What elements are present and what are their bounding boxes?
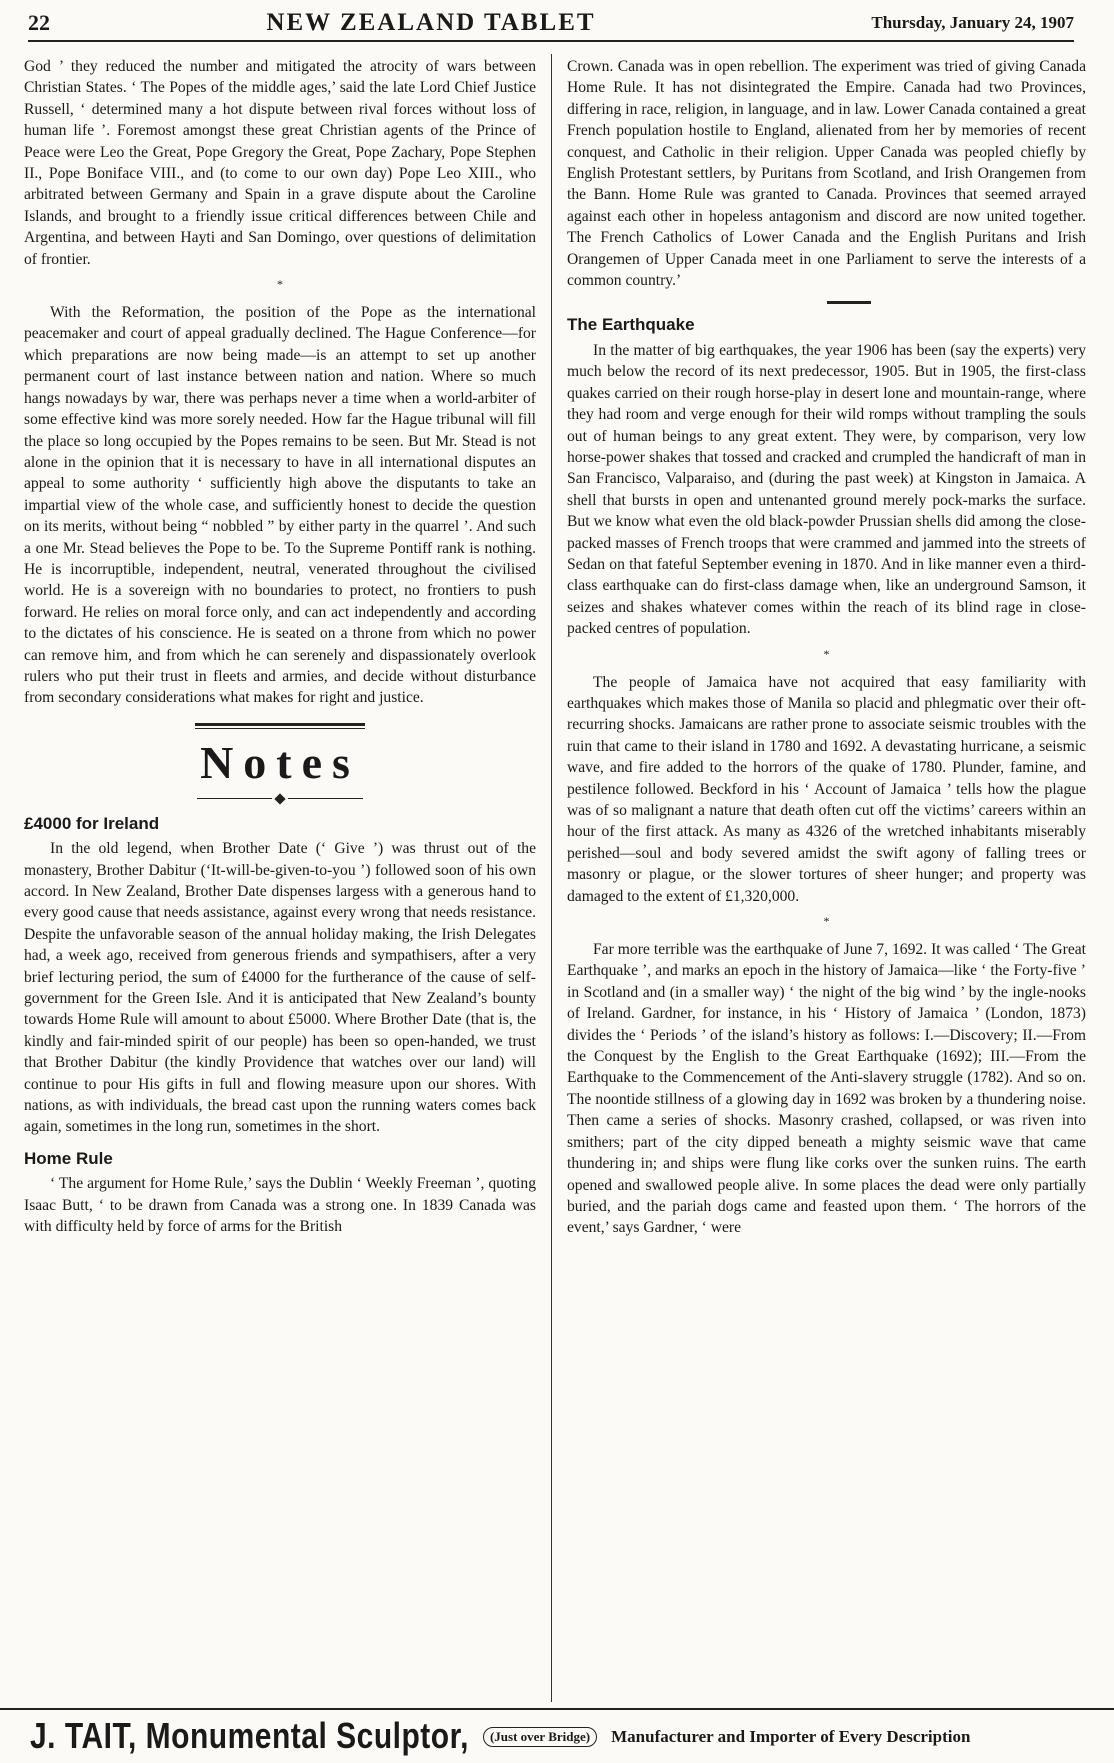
left-column	[24, 56, 536, 1238]
paragraph: Far more terrible was the earthquake of June 7, 1692. It was called ‘ The Great Earthquake ’, and marks an epoch in the history of Jamaica—like ‘ the Forty-five ’ in Scotland and (in a smaller way) ‘ the night of the big wind ’ by the ingle-nooks of Ireland. Gardner, for instance, in his ‘ History of Jamaica ’ (London, 1873) divides the ‘ Periods ’ of the island’s history as follows: I.—Discovery; II.—From the Conquest by the English to the Great Earthquake (1692); III.—From the Earthquake to the Commencement of the Anti-slavery struggle (1782). And so on. The noontide stillness of a glowing day in 1692 was broken by a thundering noise. Then came a series of shocks. Masonry crashed, collapsed, or was riven into smithers; part of the city dipped beneath a mighty seismic wave that came thundering in; and ships were flung like corks over the sunken ruins. The earth opened and swallowed people alive. In some places the dead were only partially buried, and the pariah dogs came and feasted upon them. ‘ The horrors of the event,’ says Gardner, ‘ were	[567, 941, 1086, 1237]
paragraph: The people of Jamaica have not acquired that easy familiarity with earthquakes which makes those of Manila so placid and phlegmatic over their oft-recurring shocks. Jamaicans are rather prone to associate seismic troubles with the ruin that came to their island in 1780 and 1692. A devastating hurricane, a seismic wave, and fire added to the horrors of the quake of 1780. Plunder, famine, and pestilence followed. Beckford in his ‘ Account of Jamaica ’ tells how the plague was of so malignant a nature that death often cut off the victims’ careers within an hour of the first attack. As many as 4326 of the wretched inhabitants miserably perished—soul and body severed amidst the swift agony of falling trees or masonry or plague, or the slower tortures of sheer hunger; and property was damaged to the extent of £1,320,000.	[567, 673, 1086, 905]
section-heading: £4000 for Ireland	[24, 813, 160, 833]
advertisement-footer	[0, 1708, 1114, 1763]
heading-rule	[195, 728, 365, 729]
page-number: 22	[28, 10, 50, 35]
divider-rule	[827, 301, 871, 304]
notes-title: Notes	[200, 736, 360, 788]
paragraph: God ’ they reduced the number and mitigated the atrocity of wars between Christian States. ‘ The Popes of the middle ages,’ said the late Lord Chief Justice Russell, ‘ determined many a hot dispute between rival forces without loss of human life ’. Foremost amongst these great Christian agents of the Prince of Peace were Leo the Great, Pope Gregory the Great, Pope Zachary, Pope Stephen II., Pope Boniface VIII., and (to come to our own day) Pope Leo XIII., who arbitrated between Germany and Spain in a grave dispute about the Caroline Islands, and brought to a friendly issue critical differences between Chile and Argentina, and between Hayti and San Domingo, over questions of delimitation of frontier.	[24, 58, 536, 268]
section-star: *	[823, 914, 830, 929]
page-header	[28, 6, 1074, 42]
paragraph: Crown. Canada was in open rebellion. The experiment was tried of giving Canada Home Rule. It has not disintegrated the Empire. Canada had two Provinces, differing in race, religion, in language, and in law. Lower Canada contained a great French population hostile to England, alienated from her by memories of recent conquest, and Catholic in their religion. Upper Canada was peopled chiefly by English Protestant settlers, by Puritans from Scotland, and Irish Orangemen from the Bann. Home Rule was granted to Canada. Provinces that seemed arrayed against each other in hopeless antagonism and discord are now united together. The French Catholics of Lower Canada and the English Puritans and Irish Orangemen of Upper Canada meet in one Parliament to serve the interests of a common country.’	[567, 58, 1086, 290]
section-heading: The Earthquake	[567, 315, 695, 335]
paragraph: In the matter of big earthquakes, the year 1906 has been (say the experts) very much below the record of its next predecessor, 1905. But in 1905, the first-class quakes carried on their rough horse-play in desert lone and mountain-range, where they had room and verge enough for their wild romps without trampling the souls out of human beings to any great extent. They were, by comparison, very low horse-power shakes that tossed and cracked and crumpled the handicraft of man in San Francisco, Valparaiso, and (during the past week) at Kingston in Jamaica. A shell that bursts in open and untenanted ground merely pock-marks the surface. But we know what even the old black-powder Prussian shells did among the close-packed masses of French troops that were crammed and jammed into the streets of Sedan on that fateful September evening in 1870. And in like manner even a third-class earthquake can do first-class damage when, like an underground Samson, it seizes and shakes whatever comes within the reach of its blind rage in close-packed centres of population.	[567, 341, 1086, 638]
column-divider	[551, 54, 552, 1702]
section-star: *	[823, 646, 830, 661]
advertiser-name: J. TAIT, Monumental Sculptor,	[30, 1716, 469, 1756]
paragraph: With the Reformation, the position of the Pope as the international peacemaker and court of appeal gradually declined. The Hague Conference—for which preparations are now being made—is an attempt to set up another permanent court of last instance between nation and nation. Where so much hangs nowadays by war, there was perhaps never a time when a world-arbiter of some effective kind was more sorely needed. How far the Hague tribunal will fill the place so long occupied by the Popes remains to be seen. But Mr. Stead is not alone in the opinion that it is necessary to have in all international disputes an appeal to some authority ‘ sufficiently high above the disputants to take an impartial view of the whole case, and sufficiently honest to decide the question on its merits, without being “ nobbled ” by either party in the quarrel ’. And such a one Mr. Stead believes the Pope to be. To the Supreme Pontiff rank is nothing. He is incorruptible, independent, neutral, venerated throughout the civilised world. He is a sovereign with no boundaries to protect, no frontiers to push forward. He relies on moral force only, and can act independently and according to the dictates of his conscience. He is seated on a throne from which no power can remove him, and from which he can serenely and dispassionately overlook rulers who put their trust in fleets and armies, and decide without disturbance from secondary considerations what makes for right and justice.	[24, 304, 536, 707]
section-star: *	[277, 277, 283, 292]
paragraph: In the old legend, when Brother Date (‘ Give ’) was thrust out of the monastery, Brother Dabitur (‘It-will-be-given-to-you ’) followed soon of his own accord. In New Zealand, Brother Date dispenses largess with a generous hand to every good cause that needs assistance, against every wrong that needs resistance. Despite the unfavorable season of the annual holiday making, the Irish Delegates had, a week ago, received from generous friends and sympathisers, after a very brief lecturing period, the sum of £4000 for the furtherance of the cause of self-government for the Green Isle. And it is anticipated that New Zealand’s bounty towards Home Rule will amount to about £5000. Where Brother Date (that is, the kindly and fair-minded spirit of our people) has been so open-handed, we trust that Brother Dabitur (the kindly Providence that watches over our land) will continue to pour His gifts in full and flowing measure upon our shores. With nations, as with individuals, the bread cast upon the running waters comes back again, sometimes in the long run, sometimes in the short.	[24, 840, 536, 1136]
right-column	[567, 56, 1086, 1239]
notes-heading-block	[24, 723, 536, 803]
section-heading: Home Rule	[24, 1148, 113, 1168]
advertiser-description: Manufacturer and Importer of Every Description	[611, 1726, 971, 1746]
paragraph: ‘ The argument for Home Rule,’ says the Dublin ‘ Weekly Freeman ’, quoting Isaac Butt, ‘ to be drawn from Canada was a strong one. In 1839 Canada was with difficulty held by force of arms for the British	[24, 1175, 536, 1236]
masthead: NEW ZEALAND TABLET	[266, 9, 596, 36]
ornament	[24, 795, 536, 803]
advertiser-location: (Just over Bridge)	[483, 1727, 597, 1747]
issue-date: Thursday, January 24, 1907	[871, 13, 1074, 32]
heading-rule	[195, 723, 365, 726]
